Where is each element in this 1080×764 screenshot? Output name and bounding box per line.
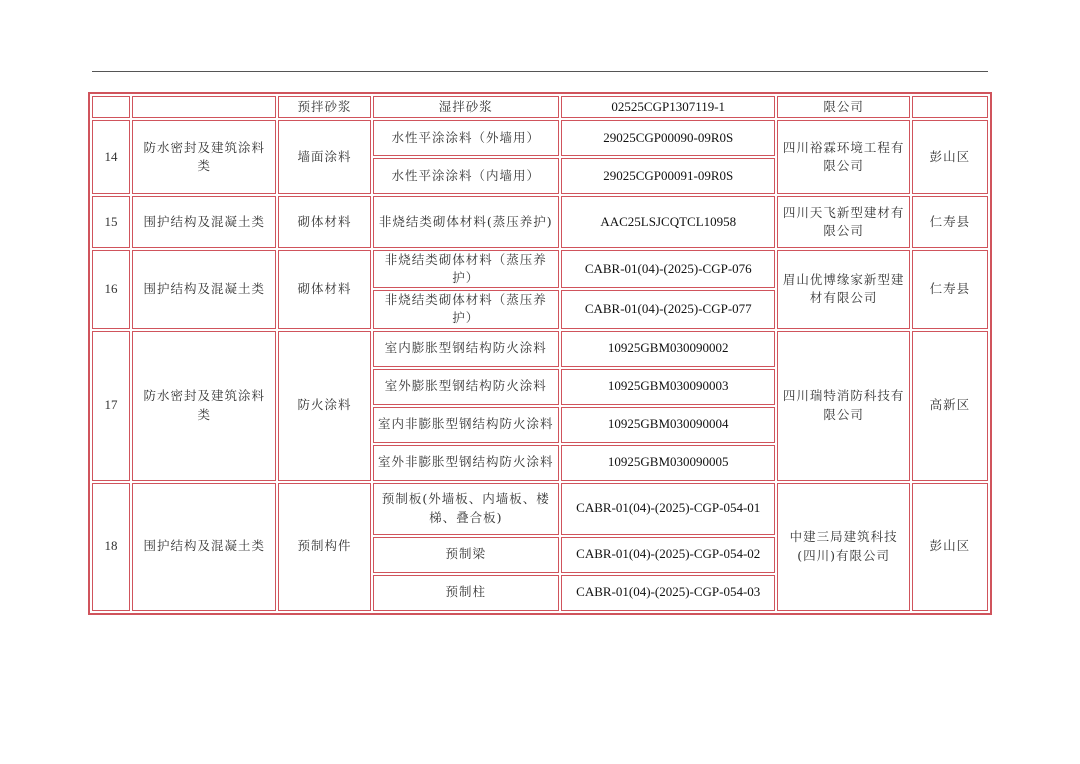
cell-subcategory: 砌体材料 — [278, 196, 370, 248]
cell-no: 17 — [92, 331, 130, 481]
cell-cert: CABR-01(04)-(2025)-CGP-054-03 — [561, 575, 775, 611]
cell-company: 中建三局建筑科技(四川)有限公司 — [777, 483, 909, 611]
cell-district: 彭山区 — [912, 120, 988, 194]
cell-category: 围护结构及混凝土类 — [132, 250, 276, 329]
cell-district — [912, 96, 988, 118]
cell-cert: 10925GBM030090004 — [561, 407, 775, 443]
cell-product: 非烧结类砌体材料（蒸压养护） — [373, 250, 559, 288]
cell-product: 室外非膨胀型钢结构防火涂料 — [373, 445, 559, 481]
cell-product: 水性平涂涂料（外墙用） — [373, 120, 559, 156]
cell-district: 高新区 — [912, 331, 988, 481]
cell-category — [132, 96, 276, 118]
cell-no: 15 — [92, 196, 130, 248]
cell-subcategory: 预拌砂浆 — [278, 96, 370, 118]
cell-district: 仁寿县 — [912, 250, 988, 329]
cell-cert: 10925GBM030090003 — [561, 369, 775, 405]
cell-no: 14 — [92, 120, 130, 194]
cell-district: 彭山区 — [912, 483, 988, 611]
page-header-rule — [92, 71, 988, 72]
cell-cert: 10925GBM030090002 — [561, 331, 775, 367]
cell-company: 眉山优博缘家新型建材有限公司 — [777, 250, 909, 329]
cell-cert: CABR-01(04)-(2025)-CGP-077 — [561, 290, 775, 328]
cell-no — [92, 96, 130, 118]
cell-company: 四川瑞特消防科技有限公司 — [777, 331, 909, 481]
cell-product: 室外膨胀型钢结构防火涂料 — [373, 369, 559, 405]
cell-company: 四川裕霖环境工程有限公司 — [777, 120, 909, 194]
table-row — [92, 250, 988, 288]
table-row — [92, 331, 988, 367]
cell-subcategory: 砌体材料 — [278, 250, 370, 329]
cell-cert: CABR-01(04)-(2025)-CGP-054-01 — [561, 483, 775, 535]
cell-cert: 29025CGP00091-09R0S — [561, 158, 775, 194]
cell-product: 非烧结类砌体材料（蒸压养护） — [373, 290, 559, 328]
cell-subcategory: 预制构件 — [278, 483, 370, 611]
cell-no: 16 — [92, 250, 130, 329]
product-table — [88, 92, 992, 615]
cell-product: 预制梁 — [373, 537, 559, 573]
product-table-frame — [88, 92, 992, 602]
cell-cert: 29025CGP00090-09R0S — [561, 120, 775, 156]
cell-cert: 02525CGP1307119-1 — [561, 96, 775, 118]
cell-district: 仁寿县 — [912, 196, 988, 248]
cell-category: 防水密封及建筑涂料类 — [132, 331, 276, 481]
cell-subcategory: 防火涂料 — [278, 331, 370, 481]
cell-cert: 10925GBM030090005 — [561, 445, 775, 481]
table-row — [92, 96, 988, 118]
cell-cert: CABR-01(04)-(2025)-CGP-076 — [561, 250, 775, 288]
table-row — [92, 196, 988, 248]
cell-no: 18 — [92, 483, 130, 611]
cell-product: 预制柱 — [373, 575, 559, 611]
cell-company: 限公司 — [777, 96, 909, 118]
cell-product: 水性平涂涂料（内墙用） — [373, 158, 559, 194]
cell-product: 湿拌砂浆 — [373, 96, 559, 118]
cell-product: 室内非膨胀型钢结构防火涂料 — [373, 407, 559, 443]
cell-company: 四川天飞新型建材有限公司 — [777, 196, 909, 248]
cell-cert: AAC25LSJCQTCL10958 — [561, 196, 775, 248]
table-row — [92, 483, 988, 535]
cell-product: 室内膨胀型钢结构防火涂料 — [373, 331, 559, 367]
table-row — [92, 120, 988, 156]
cell-category: 防水密封及建筑涂料类 — [132, 120, 276, 194]
cell-cert: CABR-01(04)-(2025)-CGP-054-02 — [561, 537, 775, 573]
cell-category: 围护结构及混凝土类 — [132, 196, 276, 248]
cell-product: 非烧结类砌体材料(蒸压养护) — [373, 196, 559, 248]
cell-category: 围护结构及混凝土类 — [132, 483, 276, 611]
cell-product: 预制板(外墙板、内墙板、楼梯、叠合板) — [373, 483, 559, 535]
cell-subcategory: 墙面涂料 — [278, 120, 370, 194]
